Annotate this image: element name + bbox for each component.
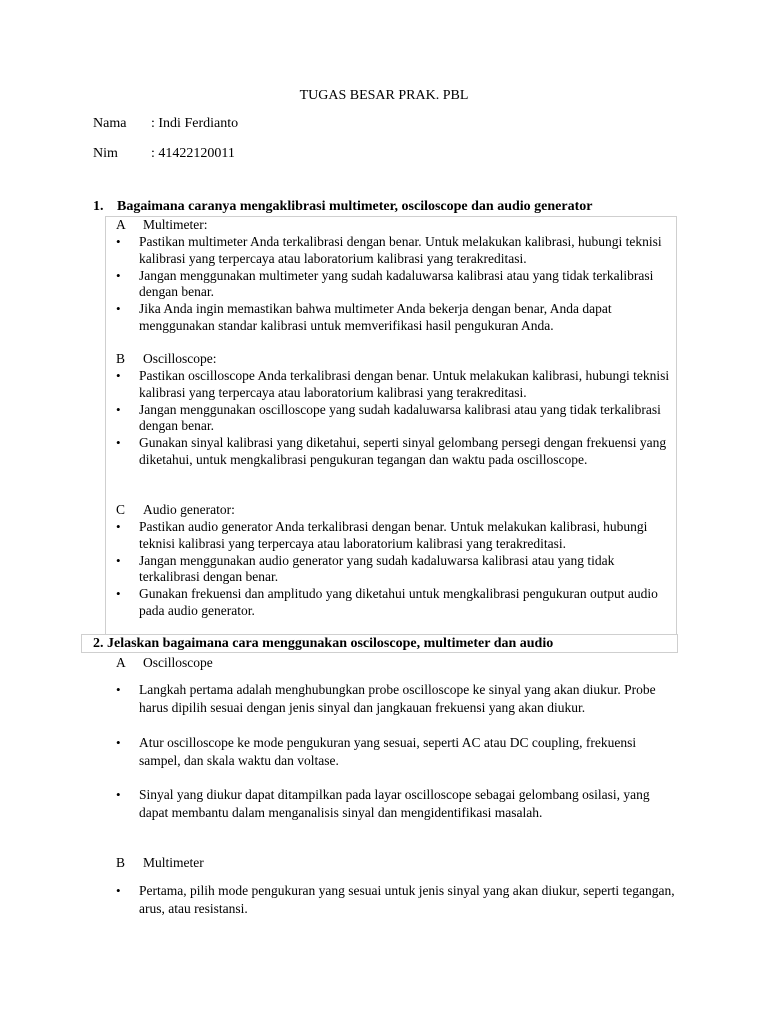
question-1 — [93, 199, 592, 216]
q2-multimeter-list — [116, 882, 676, 935]
section-title: Audio generator: — [143, 502, 235, 517]
list-item: • Jika Anda ingin memastikan bahwa multimeter Anda bekerja dengan benar, Anda dapat menggunakan standar kalibrasi untuk memverifikasi hasil pengukuran Anda. — [116, 301, 676, 335]
nama-label: Nama — [93, 116, 127, 131]
section-title: Multimeter: — [143, 217, 208, 232]
page-title: TUGAS BESAR PRAK. PBL — [299, 88, 469, 103]
nama-value: : Indi Ferdianto — [151, 116, 239, 131]
list-item: • Jangan menggunakan multimeter yang sudah kadaluwarsa kalibrasi atau yang tidak terkalibrasi dengan benar. — [116, 268, 676, 302]
list-item: • Pastikan audio generator Anda terkalibrasi dengan benar. Untuk melakukan kalibrasi, hubungi teknisi kalibrasi yang terpercaya atau laboratorium kalibrasi yang terakreditasi. — [116, 519, 676, 553]
q1-audio-generator-list — [116, 519, 676, 620]
section-letter: C — [116, 502, 126, 517]
q1-section-oscilloscope — [116, 351, 217, 368]
section-letter: B — [116, 855, 126, 870]
section-title: Multimeter — [143, 855, 204, 870]
q1-section-audio-generator — [116, 502, 235, 519]
nama-row — [93, 116, 238, 133]
list-item: • Jangan menggunakan oscilloscope yang sudah kadaluwarsa kalibrasi atau yang tidak terkalibrasi dengan benar. — [116, 402, 676, 436]
list-item: • Gunakan frekuensi dan amplitudo yang diketahui untuk mengkalibrasi pengukuran output audio pada audio generator. — [116, 586, 676, 620]
q2-section-multimeter — [116, 855, 204, 872]
q1-section-multimeter — [116, 217, 208, 234]
list-item: • Gunakan sinyal kalibrasi yang diketahui, seperti sinyal gelombang persegi dengan frekuensi yang diketahui, untuk mengkalibrasi pengukuran tegangan dan waktu pada oscilloscope. — [116, 435, 676, 469]
question-1-text: Bagaimana caranya mengaklibrasi multimeter, osciloscope dan audio generator — [117, 199, 593, 214]
list-item: • Pertama, pilih mode pengukuran yang sesuai untuk jenis sinyal yang akan diukur, seperti tegangan, arus, atau resistansi. — [116, 882, 676, 919]
q2-section-oscilloscope — [116, 655, 213, 672]
list-item: • Pastikan oscilloscope Anda terkalibrasi dengan benar. Untuk melakukan kalibrasi, hubungi teknisi kalibrasi yang terpercaya atau laboratorium kalibrasi yang terakreditasi. — [116, 368, 676, 402]
question-2: 2. Jelaskan bagaimana cara menggunakan osciloscope, multimeter dan audio — [93, 636, 554, 651]
section-letter: B — [116, 351, 126, 366]
list-item: • Atur oscilloscope ke mode pengukuran yang sesuai, seperti AC atau DC coupling, frekuensi sampel, dan skala waktu dan voltase. — [116, 734, 676, 771]
section-title: Oscilloscope — [143, 655, 213, 670]
list-item: • Jangan menggunakan audio generator yang sudah kadaluwarsa kalibrasi atau yang tidak terkalibrasi dengan benar. — [116, 553, 676, 587]
q1-oscilloscope-list — [116, 368, 676, 469]
q1-multimeter-list — [116, 234, 676, 335]
section-letter: A — [116, 217, 126, 232]
question-1-number: 1. — [93, 199, 104, 214]
nim-row — [93, 146, 235, 163]
list-item: • Pastikan multimeter Anda terkalibrasi dengan benar. Untuk melakukan kalibrasi, hubungi teknisi kalibrasi yang terpercaya atau laboratorium kalibrasi yang terakreditasi. — [116, 234, 676, 268]
nim-value: : 41422120011 — [151, 146, 235, 161]
list-item: • Sinyal yang diukur dapat ditampilkan pada layar oscilloscope sebagai gelombang osilasi, yang dapat membantu dalam menganalisis sinyal dan mengidentifikasi masalah. — [116, 786, 676, 823]
section-title: Oscilloscope: — [143, 351, 217, 366]
section-letter: A — [116, 655, 126, 670]
list-item: • Langkah pertama adalah menghubungkan probe oscilloscope ke sinyal yang akan diukur. Probe harus dipilih sesuai dengan jenis sinyal dan jangkauan frekuensi yang akan diukur. — [116, 681, 676, 718]
q2-oscilloscope-list — [116, 681, 676, 839]
nim-label: Nim — [93, 146, 118, 161]
